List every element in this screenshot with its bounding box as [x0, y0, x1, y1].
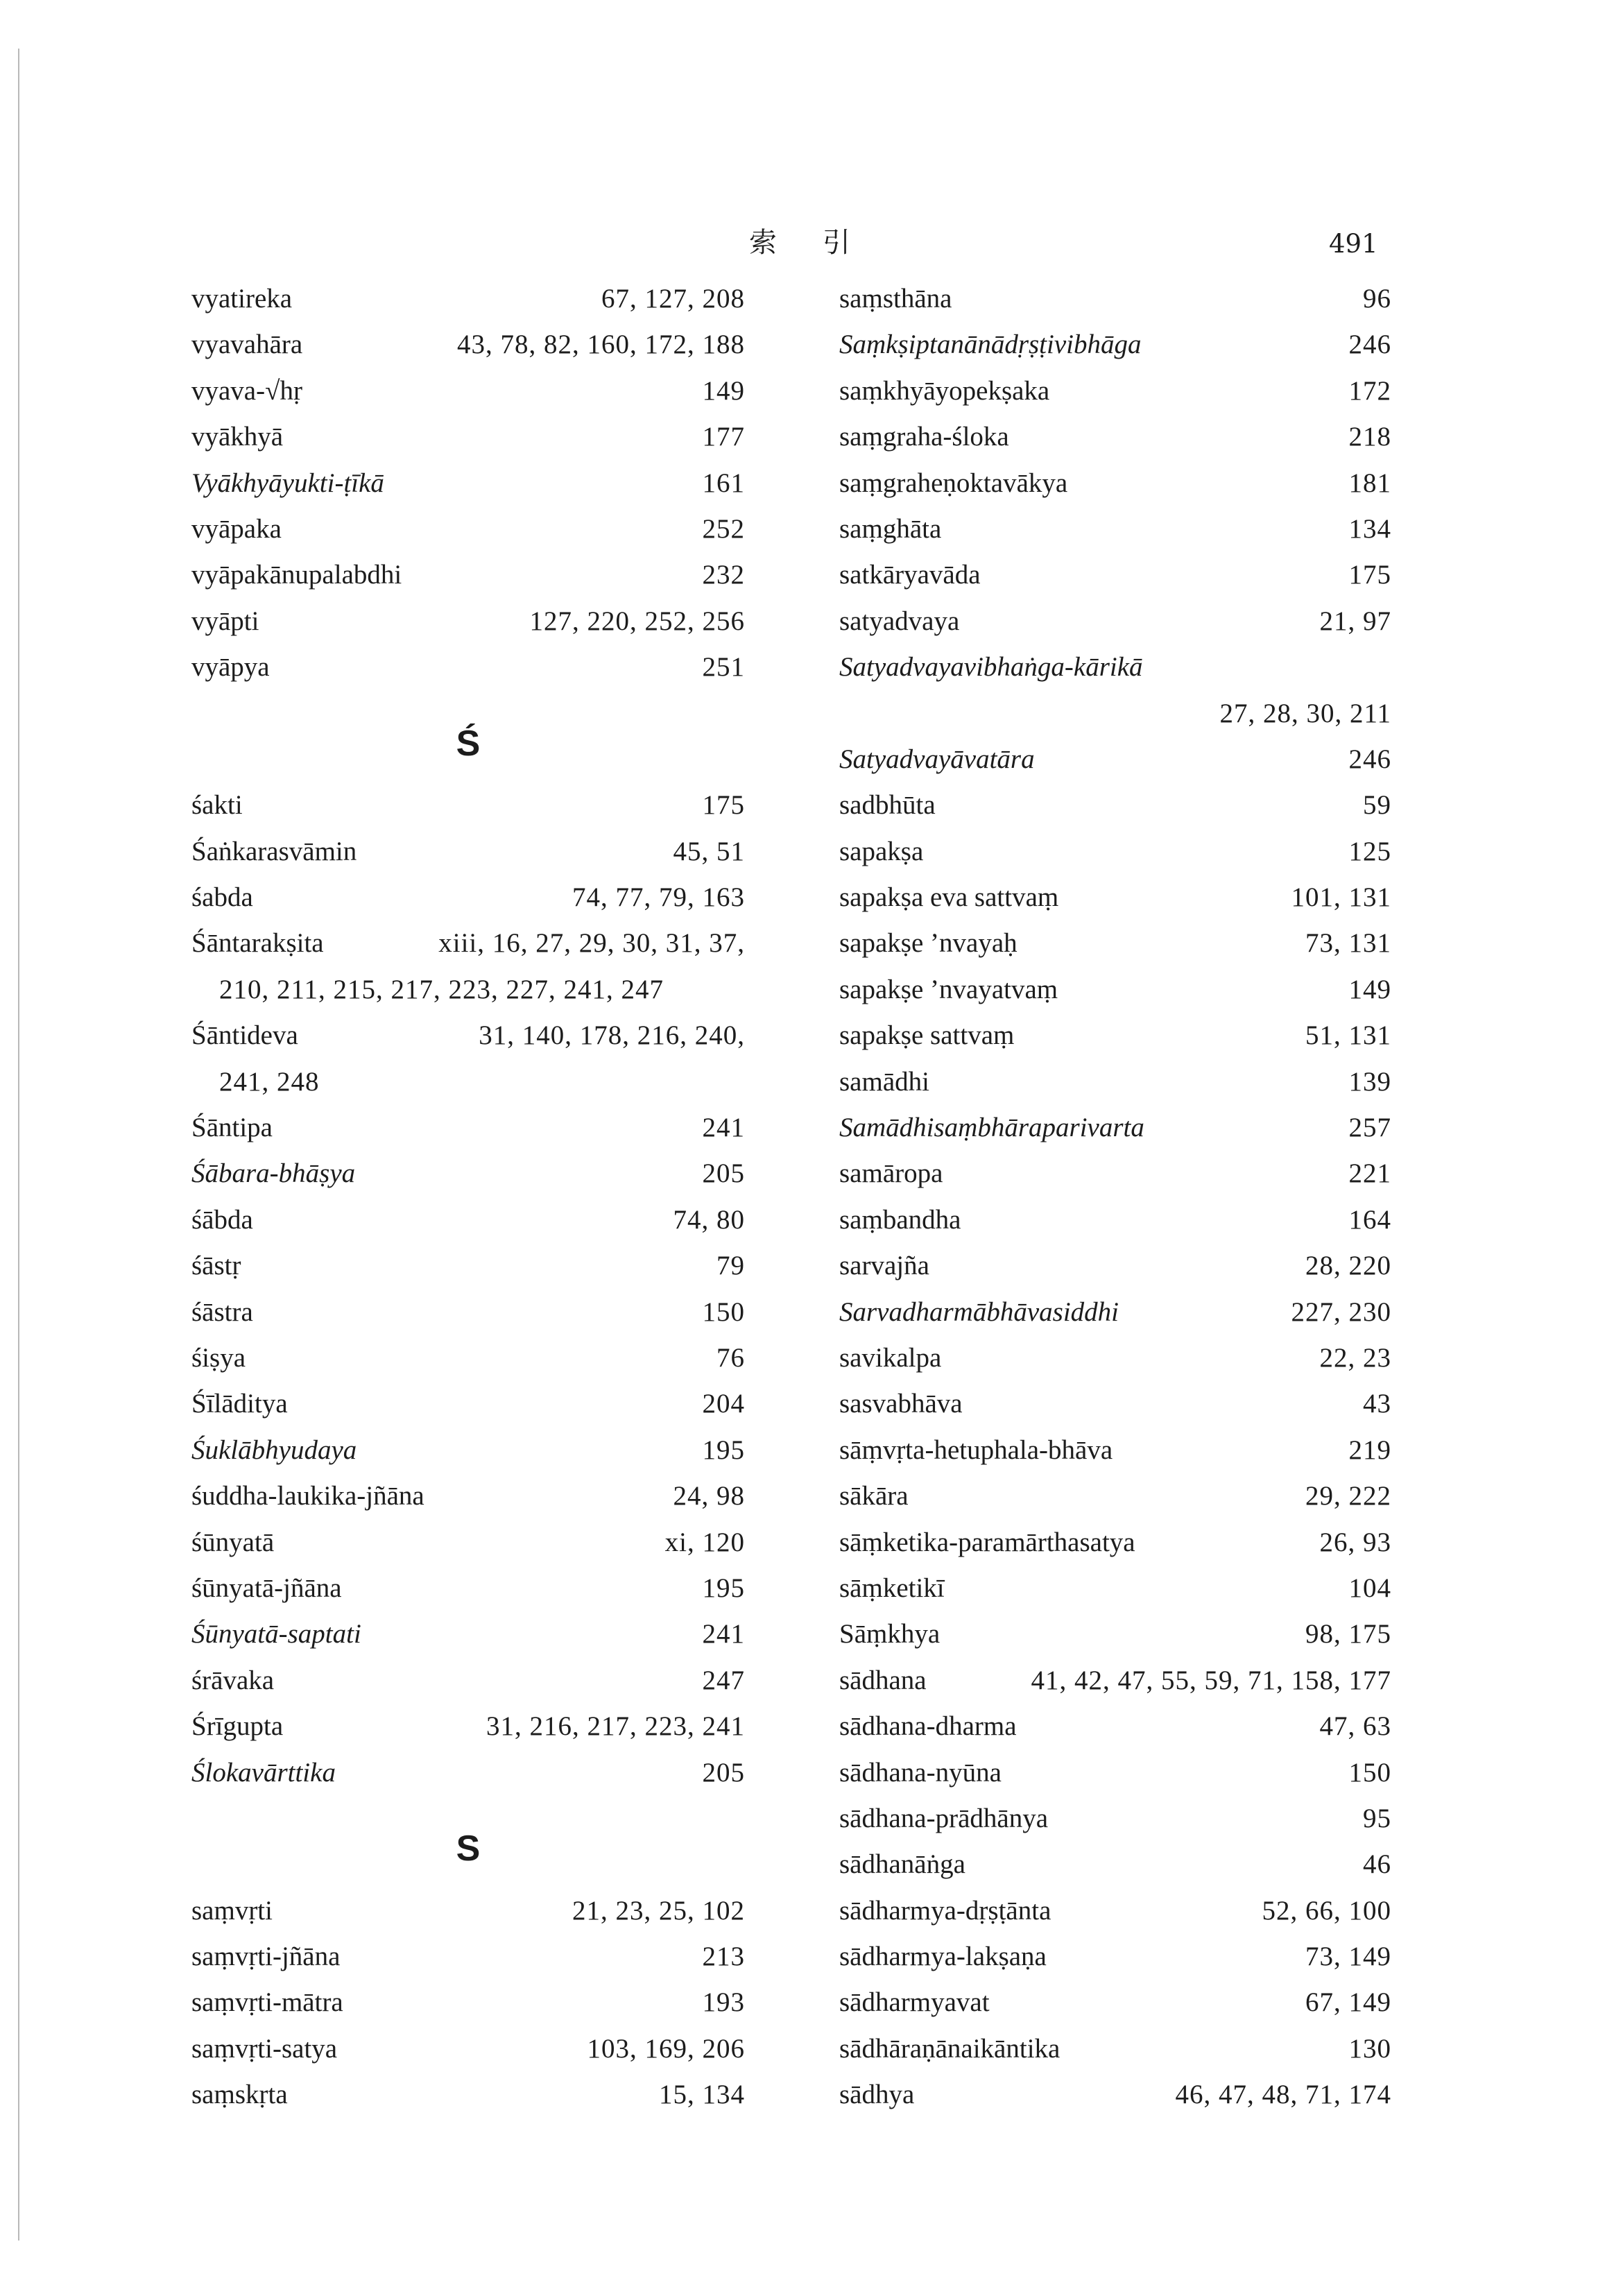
entry-term: sādhanāṅga [839, 1849, 965, 1880]
index-entry [191, 1573, 745, 1618]
entry-term: sapakṣa eva sattvaṃ [839, 882, 1059, 913]
entry-pages: 213 [702, 1942, 745, 1972]
entry-term: vyavahāra [191, 329, 303, 360]
entry-term: sākāra [839, 1481, 909, 1511]
index-entry [839, 1388, 1391, 1434]
entry-term: savikalpa [839, 1342, 942, 1373]
entry-term: Śūnyatā-saptati [191, 1619, 361, 1650]
entry-pages: 227, 230 [1291, 1296, 1391, 1327]
entry-term: Saṃkṣiptanānādṛṣṭivibhāga [839, 329, 1142, 360]
entry-term: śāstra [191, 1296, 253, 1327]
entry-pages: 22, 23 [1319, 1342, 1391, 1373]
entry-term: Śāntipa [191, 1113, 273, 1143]
entry-pages: 204 [702, 1389, 745, 1419]
index-entry [839, 1204, 1391, 1250]
index-entry [191, 513, 745, 559]
entry-pages: 241 [702, 1113, 745, 1143]
index-entry [191, 1434, 745, 1480]
entry-pages: 139 [1348, 1066, 1391, 1097]
entry-term: samādhi [839, 1066, 929, 1097]
index-entry [191, 1895, 745, 1941]
index-entry [839, 1434, 1391, 1480]
entry-term: Śaṅkarasvāmin [191, 836, 357, 866]
entry-term: sāṃvṛta-hetuphala-bhāva [839, 1434, 1113, 1465]
entry-term: Śāntideva [191, 1020, 298, 1051]
index-entry [191, 882, 745, 927]
index-entry [191, 1296, 745, 1342]
index-entry [839, 1250, 1391, 1296]
entry-pages: 104 [1348, 1573, 1391, 1603]
index-entry [839, 1158, 1391, 1203]
index-entry [839, 1803, 1391, 1849]
entry-pages: 45, 51 [673, 836, 745, 866]
entry-term: saṃvṛti [191, 1895, 273, 1926]
index-entry [191, 329, 745, 375]
entry-pages: 175 [1348, 560, 1391, 590]
entry-term: sādhana-nyūna [839, 1757, 1002, 1788]
entry-pages: 193 [702, 1987, 745, 2018]
index-entry [191, 927, 745, 973]
index-entry [839, 421, 1391, 467]
index-entry [839, 974, 1391, 1020]
entry-term: saṃgraheṇoktavākya [839, 468, 1068, 498]
index-entry [191, 468, 745, 513]
entry-pages: 164 [1348, 1204, 1391, 1235]
index-entry [191, 1158, 745, 1203]
entry-pages: 251 [702, 652, 745, 683]
entry-term: sādhāraṇānaikāntika [839, 2033, 1060, 2064]
section-heading: S [456, 1828, 481, 1869]
index-entry [191, 1342, 745, 1388]
index-entry [191, 375, 745, 421]
index-entry [839, 283, 1391, 329]
entry-term: saṃskṛta [191, 2080, 288, 2110]
entry-pages: 24, 98 [673, 1481, 745, 1511]
entry-term: Satyadvayavibhaṅga-kārikā [839, 652, 1143, 683]
index-entry [839, 513, 1391, 559]
entry-pages: 232 [702, 560, 745, 590]
entry-term: Ślokavārttika [191, 1757, 336, 1788]
entry-pages: 46, 47, 48, 71, 174 [1175, 2080, 1391, 2110]
page-number: 491 [1329, 229, 1378, 259]
index-entry [191, 1388, 745, 1434]
entry-pages: 76 [716, 1343, 745, 1373]
entry-pages: 218 [1348, 422, 1391, 452]
entry-term: saṃvṛti-jñāna [191, 1942, 341, 1972]
entry-term: vyākhyā [191, 422, 284, 452]
entry-pages: 246 [1348, 744, 1391, 774]
entry-pages: 130 [1348, 2033, 1391, 2064]
entry-pages: 134 [1348, 513, 1391, 544]
entry-term: sāṃketikī [839, 1573, 945, 1603]
index-entry [191, 651, 745, 697]
entry-pages: 15, 134 [659, 2080, 745, 2110]
index-entry [839, 468, 1391, 513]
section-heading: Ś [456, 723, 481, 764]
entry-term: satyadvaya [839, 606, 960, 636]
entry-pages: xi, 120 [664, 1527, 745, 1557]
entry-term: sapakṣe ’nvayatvaṃ [839, 974, 1058, 1004]
entry-pages: 73, 149 [1305, 1942, 1391, 1972]
entry-pages: 127, 220, 252, 256 [529, 606, 745, 636]
entry-term: saṃbandha [839, 1204, 961, 1235]
index-entry [191, 1204, 745, 1250]
index-entry [839, 1665, 1391, 1711]
index-entry [191, 1987, 745, 2032]
index-entry [839, 606, 1391, 651]
entry-pages: 51, 131 [1305, 1020, 1391, 1051]
entry-pages: 150 [1348, 1757, 1391, 1788]
index-entry [839, 927, 1391, 973]
entry-pages: 79 [716, 1251, 745, 1281]
index-entry [839, 1480, 1391, 1526]
index-entry [191, 1757, 745, 1803]
entry-pages: 205 [702, 1158, 745, 1189]
entry-pages: 219 [1348, 1434, 1391, 1465]
entry-pages: 95 [1363, 1803, 1391, 1833]
entry-term: śrāvaka [191, 1665, 275, 1695]
page-header-title: 索引 [749, 227, 896, 259]
index-entry [839, 1849, 1391, 1894]
index-entry [839, 882, 1391, 927]
entry-term: sasvabhāva [839, 1389, 963, 1419]
entry-term: vyāpti [191, 606, 259, 636]
index-entry [839, 789, 1391, 835]
entry-term: śabda [191, 882, 253, 913]
index-entry [839, 1987, 1391, 2032]
index-entry [839, 1711, 1391, 1756]
index-entry [839, 2079, 1391, 2125]
entry-term: sādhana-dharma [839, 1711, 1017, 1742]
entry-pages: 98, 175 [1305, 1619, 1391, 1650]
entry-pages: 73, 131 [1305, 928, 1391, 959]
index-entry [839, 1066, 1391, 1112]
entry-pages: 175 [702, 790, 745, 821]
entry-term: sādharmyavat [839, 1987, 990, 2018]
entry-pages: 195 [702, 1573, 745, 1603]
index-entry [839, 1342, 1391, 1388]
entry-pages: 195 [702, 1434, 745, 1465]
entry-pages: 67, 127, 208 [601, 284, 745, 314]
index-entry [839, 1757, 1391, 1803]
index-entry [839, 1895, 1391, 1941]
entry-pages: 59 [1363, 790, 1391, 821]
entry-pages: 41, 42, 47, 55, 59, 71, 158, 177 [1031, 1665, 1391, 1695]
entry-term: Sarvadharmābhāvasiddhi [839, 1296, 1119, 1327]
entry-pages: 46 [1363, 1849, 1391, 1880]
entry-term: sarvajña [839, 1251, 929, 1281]
index-entry [839, 744, 1391, 789]
index-entry [191, 2079, 745, 2125]
entry-pages: 26, 93 [1319, 1527, 1391, 1557]
entry-term: Śrīgupta [191, 1711, 284, 1742]
index-entry [191, 2033, 745, 2079]
entry-term: Satyadvayāvatāra [839, 744, 1035, 774]
entry-pages: 101, 131 [1291, 882, 1391, 913]
index-entry [839, 329, 1391, 375]
index-entry [839, 651, 1391, 697]
entry-pages: 181 [1348, 468, 1391, 498]
entry-term: saṃgraha-śloka [839, 422, 1009, 452]
entry-term: saṃsthāna [839, 284, 952, 314]
entry-term: sādhya [839, 2080, 915, 2110]
entry-term: satkāryavāda [839, 560, 981, 590]
entry-term: saṃvṛti-mātra [191, 1987, 343, 2018]
entry-term: sādharmya-dṛṣṭānta [839, 1895, 1051, 1926]
entry-pages: 161 [702, 468, 745, 498]
entry-pages: 247 [702, 1665, 745, 1695]
entry-pages: 125 [1348, 836, 1391, 866]
entry-pages: 21, 23, 25, 102 [572, 1895, 745, 1926]
index-entry [191, 1941, 745, 1987]
index-entry-continuation [191, 1066, 745, 1112]
index-entry [191, 789, 745, 835]
index-entry-continuation [191, 974, 745, 1020]
entry-pages: 67, 149 [1305, 1987, 1391, 2018]
entry-term: sapakṣa [839, 836, 924, 866]
entry-term: śāstṛ [191, 1251, 241, 1281]
index-entry [191, 836, 745, 882]
entry-pages: 149 [702, 375, 745, 406]
entry-term: vyava-√hṛ [191, 375, 302, 406]
entry-pages: 31, 216, 217, 223, 241 [486, 1711, 745, 1742]
entry-term: sāṃketika-paramārthasatya [839, 1527, 1135, 1557]
index-entry [839, 1020, 1391, 1065]
entry-pages: 21, 97 [1319, 606, 1391, 636]
entry-term: śiṣya [191, 1343, 246, 1373]
entry-term: vyāpya [191, 652, 270, 683]
entry-term: Sāṃkhya [839, 1619, 941, 1650]
index-column-right [839, 283, 1391, 2125]
index-entry [839, 1573, 1391, 1618]
entry-term: samāropa [839, 1158, 943, 1189]
entry-term: saṃvṛti-satya [191, 2033, 338, 2064]
entry-pages: 205 [702, 1757, 745, 1788]
index-entry [839, 1618, 1391, 1664]
index-entry [191, 283, 745, 329]
entry-pages: 43 [1363, 1389, 1391, 1419]
entry-pages: 257 [1348, 1113, 1391, 1143]
index-entry-continuation [839, 698, 1391, 744]
entry-pages: 103, 169, 206 [587, 2033, 745, 2064]
index-entry [191, 606, 745, 651]
index-entry [191, 1527, 745, 1573]
entry-pages: 177 [702, 422, 745, 452]
index-entry [839, 1527, 1391, 1573]
entry-pages: 221 [1348, 1158, 1391, 1189]
index-entry [839, 559, 1391, 605]
index-entry [191, 1665, 745, 1711]
entry-pages: 27, 28, 30, 211 [1219, 698, 1391, 728]
entry-pages: 210, 211, 215, 217, 223, 227, 241, 247 [219, 974, 664, 1004]
index-entry [191, 1112, 745, 1158]
entry-pages: 29, 222 [1305, 1481, 1391, 1511]
entry-pages: 74, 80 [673, 1204, 745, 1235]
index-column-left [191, 283, 745, 2125]
entry-term: śakti [191, 790, 243, 821]
entry-term: saṃkhyāyopekṣaka [839, 375, 1050, 406]
entry-pages: 241 [702, 1619, 745, 1650]
entry-pages: 252 [702, 513, 745, 544]
entry-term: sapakṣe ’nvayaḥ [839, 928, 1017, 959]
index-entry [839, 1296, 1391, 1342]
entry-term: Śīlāditya [191, 1389, 288, 1419]
entry-term: sādhana-prādhānya [839, 1803, 1049, 1833]
entry-pages: 246 [1348, 329, 1391, 360]
entry-pages: 150 [702, 1296, 745, 1327]
entry-term: Śāntarakṣita [191, 928, 324, 959]
page-edge-rule [18, 49, 19, 2241]
entry-term: sapakṣe sattvaṃ [839, 1020, 1015, 1051]
index-entry [839, 1112, 1391, 1158]
entry-term: Śābara-bhāṣya [191, 1158, 356, 1189]
index-entry [191, 1618, 745, 1664]
entry-term: śūnyatā-jñāna [191, 1573, 342, 1603]
index-entry [191, 1020, 745, 1065]
entry-term: vyāpakānupalabdhi [191, 560, 402, 590]
entry-pages: 47, 63 [1319, 1711, 1391, 1742]
entry-term: śuddha-laukika-jñāna [191, 1481, 424, 1511]
entry-term: vyatireka [191, 284, 293, 314]
entry-pages: xiii, 16, 27, 29, 30, 31, 37, [438, 928, 745, 959]
entry-pages: 149 [1348, 974, 1391, 1004]
entry-pages: 74, 77, 79, 163 [572, 882, 745, 913]
index-entry [191, 1250, 745, 1296]
index-entry [191, 1711, 745, 1756]
entry-term: vyāpaka [191, 513, 282, 544]
index-entry [839, 375, 1391, 421]
index-entry [191, 559, 745, 605]
entry-term: sādharmya-lakṣaṇa [839, 1942, 1047, 1972]
entry-term: saṃghāta [839, 513, 942, 544]
entry-term: Vyākhyāyukti-ṭīkā [191, 468, 384, 498]
index-entry [839, 1941, 1391, 1987]
entry-term: Śuklābhyudaya [191, 1434, 357, 1465]
index-entry [839, 836, 1391, 882]
entry-term: śūnyatā [191, 1527, 275, 1557]
entry-term: sādhana [839, 1665, 927, 1695]
index-entry [839, 2033, 1391, 2079]
entry-pages: 96 [1363, 284, 1391, 314]
entry-term: śābda [191, 1204, 253, 1235]
entry-term: Samādhisaṃbhāraparivarta [839, 1113, 1144, 1143]
entry-pages: 28, 220 [1305, 1251, 1391, 1281]
entry-term: sadbhūta [839, 790, 936, 821]
index-entry [191, 1480, 745, 1526]
entry-pages: 43, 78, 82, 160, 172, 188 [457, 329, 745, 360]
index-entry [191, 421, 745, 467]
entry-pages: 241, 248 [219, 1066, 320, 1097]
entry-pages: 31, 140, 178, 216, 240, [479, 1020, 745, 1051]
entry-pages: 52, 66, 100 [1262, 1895, 1391, 1926]
entry-pages: 172 [1348, 375, 1391, 406]
